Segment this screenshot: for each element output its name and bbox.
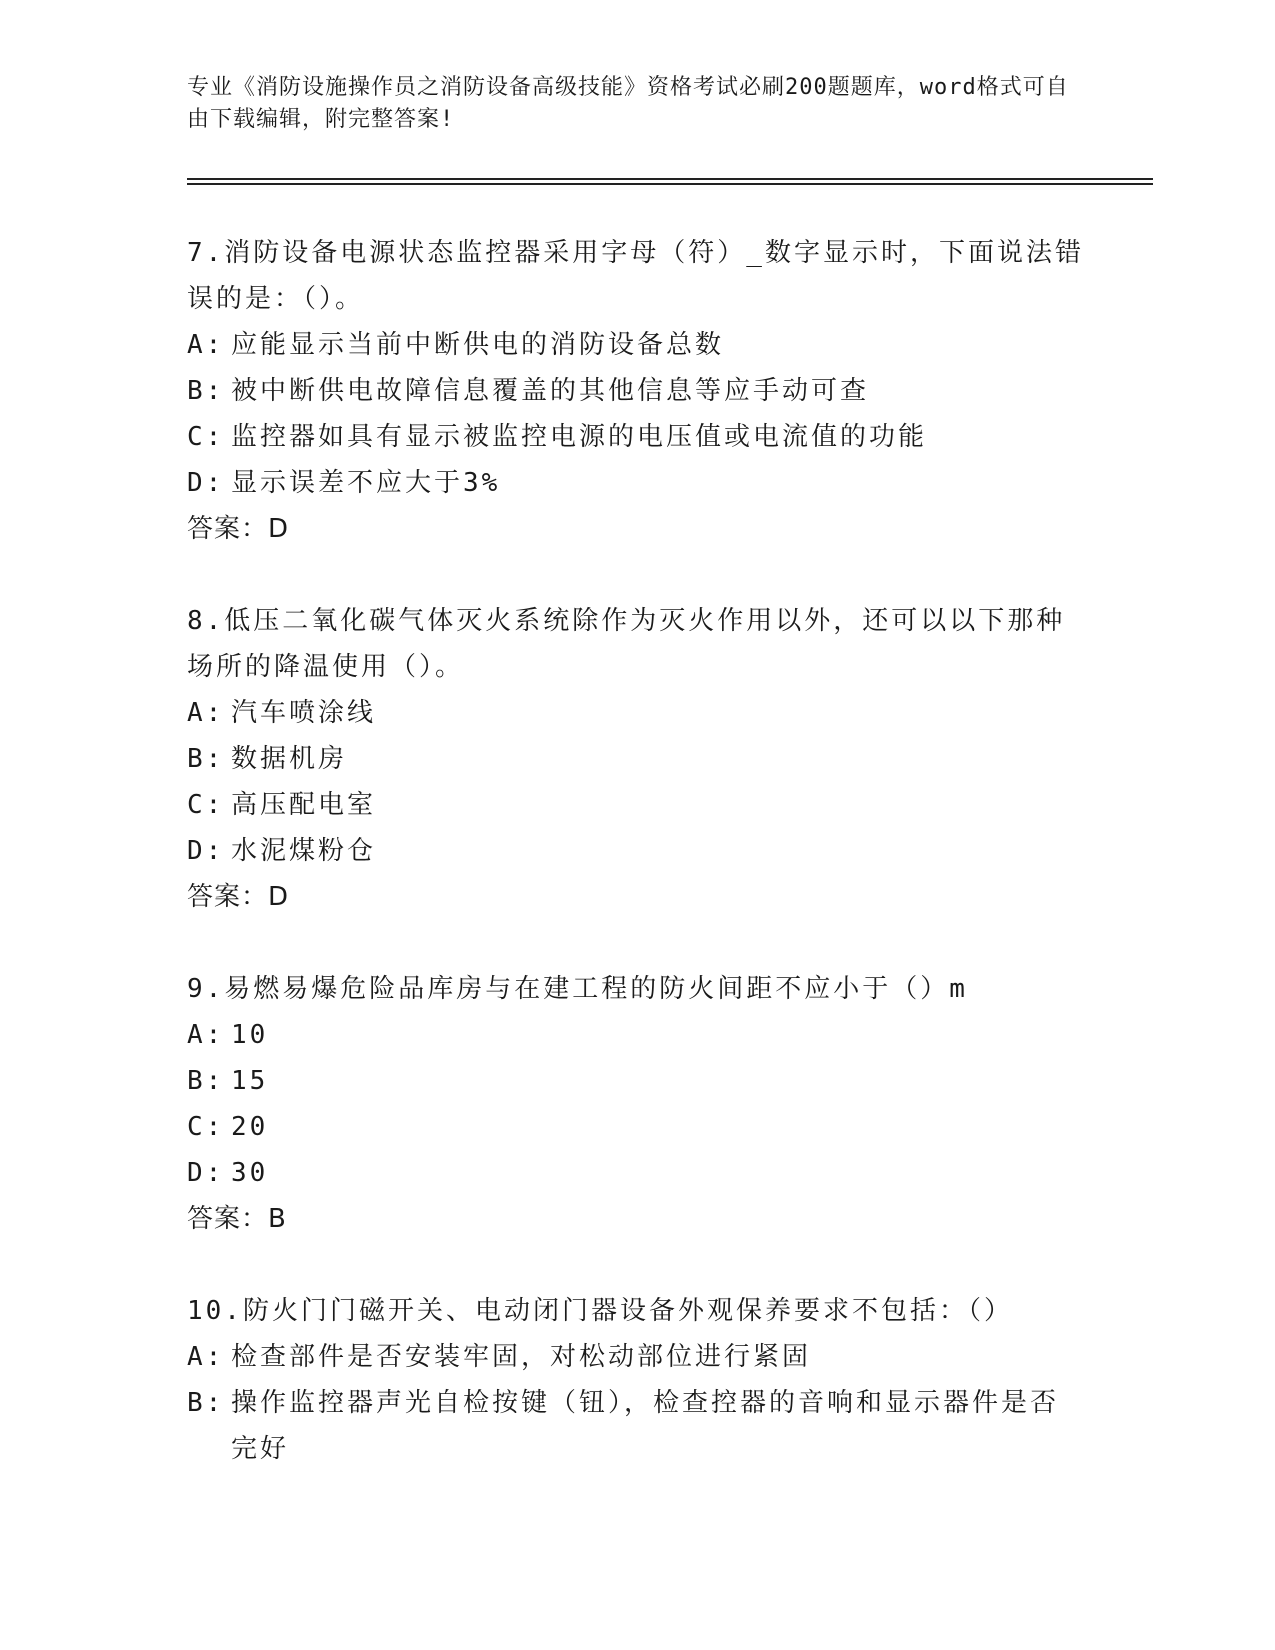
option-key: D: [187,836,225,866]
option-text: 20 [231,1112,269,1142]
option-b [187,1380,1087,1472]
option-text: 应能显示当前中断供电的消防设备总数 [231,330,725,360]
option-c [187,1104,1087,1150]
question-list [187,230,1087,1518]
option-key: D: [187,1158,225,1188]
option-key: C: [187,790,225,820]
question-10 [187,1288,1087,1472]
option-key: D: [187,468,225,498]
option-key: B: [187,1066,225,1096]
question-text: 9.易燃易爆危险品库房与在建工程的防火间距不应小于（）m [187,974,968,1004]
option-text: 监控器如具有显示被监控电源的电压值或电流值的功能 [231,422,928,452]
option-text: 水泥煤粉仓 [231,836,377,866]
option-text: 30 [231,1158,269,1188]
header-rule-top [187,178,1153,180]
option-text: 被中断供电故障信息覆盖的其他信息等应手动可查 [231,376,870,406]
answer-line: 答案：D [187,882,290,912]
question-7 [187,230,1087,552]
option-text: 15 [231,1066,269,1096]
option-text: 操作监控器声光自检按键（钮），检查控器的音响和显示器件是否完好 [231,1388,1060,1464]
option-key: C: [187,1112,225,1142]
option-c [187,414,1087,460]
question-text: 7.消防设备电源状态监控器采用字母（符）_数字显示时，下面说法错误的是：（）。 [187,238,1084,314]
option-text: 显示误差不应大于3% [231,468,501,498]
option-text: 汽车喷涂线 [231,698,377,728]
answer-line: 答案：B [187,1204,287,1234]
option-a [187,1334,1087,1380]
option-d [187,460,1087,506]
option-key: A: [187,1342,225,1372]
option-b [187,368,1087,414]
option-a [187,1012,1087,1058]
option-text: 10 [231,1020,269,1050]
question-text: 10.防火门门磁开关、电动闭门器设备外观保养要求不包括：（） [187,1296,1013,1326]
option-a [187,690,1087,736]
option-text: 数据机房 [231,744,348,774]
document-header: 专业《消防设施操作员之消防设备高级技能》资格考试必刷200题题库，word格式可自由下载编辑，附完整答案! [187,75,1069,132]
option-key: A: [187,330,225,360]
question-text: 8.低压二氧化碳气体灭火系统除作为灭火作用以外，还可以以下那种场所的降温使用（）。 [187,606,1066,682]
option-key: B: [187,376,225,406]
option-d [187,1150,1087,1196]
answer-line: 答案：D [187,514,290,544]
question-8 [187,598,1087,920]
option-key: B: [187,744,225,774]
option-text: 检查部件是否安装牢固，对松动部位进行紧固 [231,1342,812,1372]
option-d [187,828,1087,874]
option-c [187,782,1087,828]
option-b [187,736,1087,782]
option-a [187,322,1087,368]
option-text: 高压配电室 [231,790,377,820]
option-key: A: [187,698,225,728]
option-key: A: [187,1020,225,1050]
option-b [187,1058,1087,1104]
question-9 [187,966,1087,1242]
option-key: C: [187,422,225,452]
option-key: B: [187,1388,225,1418]
header-rule-bottom [187,183,1153,185]
